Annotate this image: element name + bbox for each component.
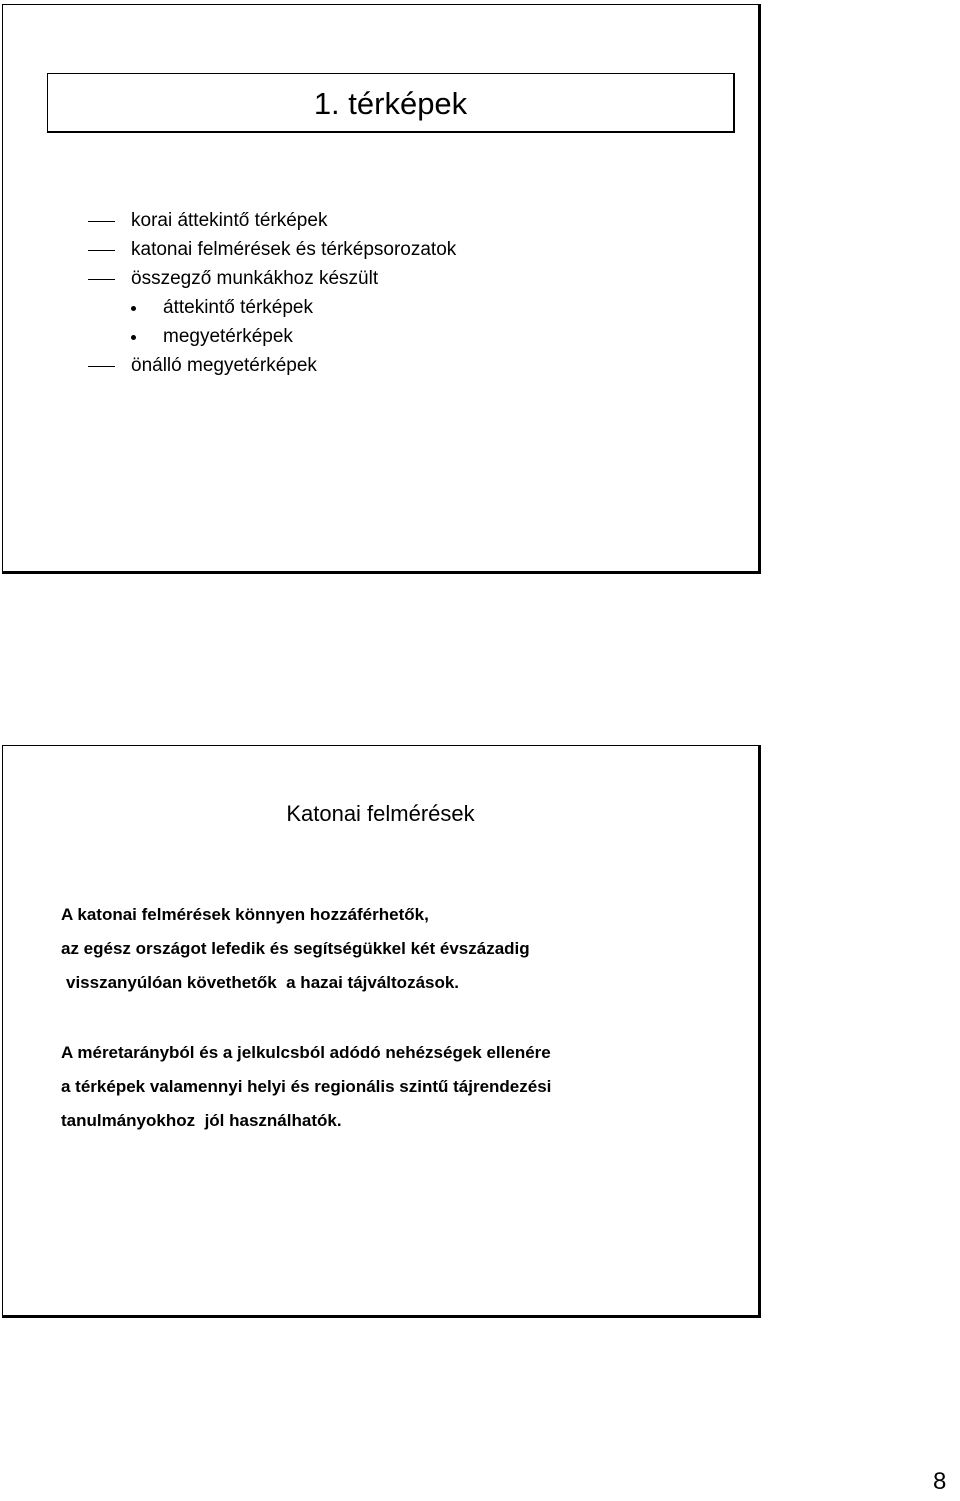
dash-marker	[88, 221, 115, 222]
paragraph-line: tanulmányokhoz jól használhatók.	[61, 1111, 342, 1130]
paragraph-2	[61, 1036, 551, 1138]
slide-1-title: 1. térképek	[313, 86, 468, 121]
paragraph-line: A méretarányból és a jelkulcsból adódó nehézségek ellenére	[61, 1043, 551, 1062]
sub-list-item-label: megyetérképek	[163, 326, 293, 347]
paragraph-line: A katonai felmérések könnyen hozzáférhetők,	[61, 905, 429, 924]
dash-marker	[88, 250, 115, 251]
bullet-icon	[131, 306, 136, 311]
list-item-label: katonai felmérések és térképsorozatok	[131, 239, 457, 260]
list-item-label: korai áttekintő térképek	[131, 210, 328, 231]
dash-marker	[88, 279, 115, 280]
sub-list-item	[3, 297, 743, 326]
paragraph-line: az egész országot lefedik és segítségükkel két évszázadig	[61, 939, 530, 958]
list-item-label: összegző munkákhoz készült	[131, 268, 379, 289]
slide-1-title-box	[47, 73, 735, 133]
list-item	[3, 355, 743, 384]
bullet-icon	[131, 335, 136, 340]
page-number: 8	[933, 1468, 947, 1495]
list-item-label: önálló megyetérképek	[131, 355, 317, 376]
slide-2-title: Katonai felmérések	[286, 801, 475, 826]
sub-list-item-label: áttekintő térképek	[163, 297, 313, 318]
slide-1	[2, 4, 761, 574]
slide-2	[2, 745, 761, 1318]
paragraph-line: a térképek valamennyi helyi és regionális szintű tájrendezési	[61, 1077, 552, 1096]
paragraph-line: visszanyúlóan követhetők a hazai tájváltozások.	[66, 973, 460, 992]
sub-list-item	[3, 326, 743, 355]
dash-marker	[88, 366, 115, 367]
list-item	[3, 268, 743, 297]
list-item	[3, 210, 743, 239]
paragraph-1	[61, 898, 530, 1000]
list-item	[3, 239, 743, 268]
slide-1-list	[3, 210, 743, 384]
